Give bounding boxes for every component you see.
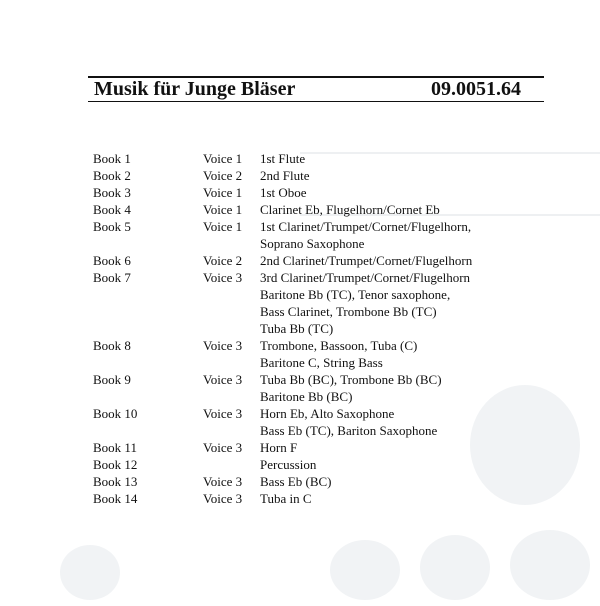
instrument-list [260,439,553,456]
book-label: Book 12 [93,457,138,472]
book-label: Book 4 [93,202,131,217]
list-item [93,184,553,201]
book-label: Book 2 [93,168,131,183]
list-item [93,337,553,371]
voice-label: Voice 1 [203,219,243,234]
watermark-shape [510,530,590,600]
voice-label: Voice 3 [203,338,243,353]
book-label: Book 3 [93,185,131,200]
list-item [93,269,553,337]
watermark-shape [60,545,120,600]
instrument-list [260,473,553,490]
voice-label: Voice 3 [203,440,243,455]
book-label: Book 7 [93,270,131,285]
header-rule-bottom [88,101,544,102]
list-item [93,371,553,405]
instrument-line: 2nd Clarinet/Trumpet/Cornet/Flugelhorn [260,253,473,268]
instrumentation-list [93,150,553,507]
list-item [93,252,553,269]
instrument-list [260,456,553,473]
instrument-line: Horn F [260,440,298,455]
list-item [93,490,553,507]
instrument-line: Baritone Bb (TC), Tenor saxophone, [260,287,451,302]
watermark-shape [420,535,490,600]
instrument-list [260,167,553,184]
instrument-line: Horn Eb, Alto Saxophone [260,406,395,421]
book-label: Book 8 [93,338,131,353]
instrument-line: Baritone C, String Bass [260,355,383,370]
voice-label: Voice 3 [203,406,243,421]
voice-label: Voice 1 [203,185,243,200]
list-item [93,201,553,218]
book-label: Book 9 [93,372,131,387]
instrument-line: Bass Eb (BC) [260,474,332,489]
catalog-number: 09.0051.64 [431,78,521,100]
voice-label: Voice 3 [203,474,243,489]
instrument-line: 3rd Clarinet/Trumpet/Cornet/Flugelhorn [260,270,471,285]
book-label: Book 5 [93,219,131,234]
list-item [93,456,553,473]
instrument-list [260,252,553,269]
voice-label: Voice 2 [203,168,243,183]
voice-label: Voice 1 [203,151,243,166]
watermark-shape [330,540,400,600]
instrument-list [260,405,553,439]
instrument-list [260,490,553,507]
page-title: Musik für Junge Bläser [94,78,296,100]
book-label: Book 13 [93,474,138,489]
watermark-title-art [300,110,309,152]
book-label: Book 1 [93,151,131,166]
list-item [93,405,553,439]
instrument-list [260,218,553,252]
voice-label: Voice 3 [203,491,243,506]
instrument-line: Tuba in C [260,491,312,506]
instrument-line: 1st Oboe [260,185,307,200]
instrument-line: Bass Eb (TC), Bariton Saxophone [260,423,438,438]
voice-label: Voice 1 [203,202,243,217]
instrument-line: Bass Clarinet, Trombone Bb (TC) [260,304,437,319]
instrument-line: Soprano Saxophone [260,236,365,251]
voice-label: Voice 3 [203,372,243,387]
book-label: Book 6 [93,253,131,268]
instrument-list [260,269,553,337]
book-label: Book 14 [93,491,138,506]
voice-label: Voice 2 [203,253,243,268]
book-label: Book 11 [93,440,137,455]
instrument-line: 2nd Flute [260,168,310,183]
instrument-line: Tuba Bb (TC) [260,321,334,336]
book-label: Book 10 [93,406,138,421]
instrument-list [260,337,553,371]
list-item [93,150,553,167]
list-item [93,439,553,456]
instrument-list [260,371,553,405]
instrument-line: Trombone, Bassoon, Tuba (C) [260,338,418,353]
list-item [93,218,553,252]
instrument-list [260,150,553,167]
instrument-line: 1st Flute [260,151,306,166]
instrument-list [260,184,553,201]
instrument-line: Baritone Bb (BC) [260,389,353,404]
list-item [93,473,553,490]
voice-label: Voice 3 [203,270,243,285]
voice-label [203,456,260,473]
instrument-line: Tuba Bb (BC), Trombone Bb (BC) [260,372,442,387]
instrument-list [260,201,553,218]
instrument-line: 1st Clarinet/Trumpet/Cornet/Flugelhorn, [260,219,472,234]
list-item [93,167,553,184]
instrument-line: Clarinet Eb, Flugelhorn/Cornet Eb [260,202,440,217]
instrument-line: Percussion [260,457,317,472]
